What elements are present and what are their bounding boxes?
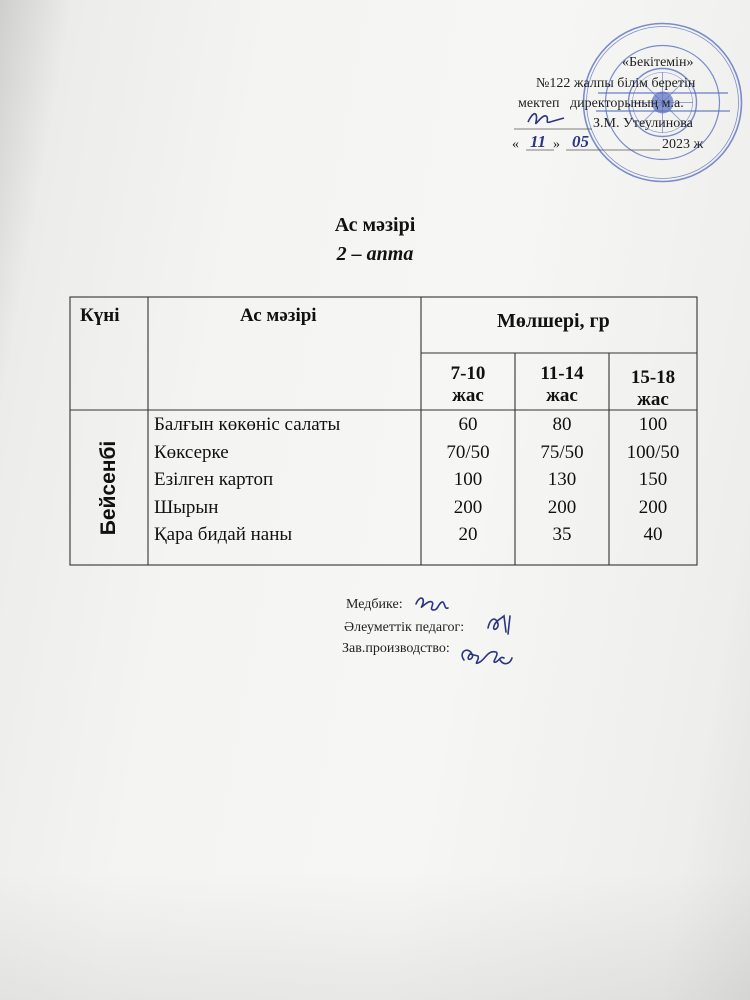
dish-item: Шырын <box>154 496 219 518</box>
amounts-7-10 <box>421 411 515 549</box>
dish-item: Қара бидай наны <box>154 524 293 545</box>
dish-item: Балғын көкөніс салаты <box>154 414 341 435</box>
dish-item: Езілген картоп <box>154 469 274 490</box>
age-group-7-10 <box>421 363 515 407</box>
header-menu: Ас мәзірі <box>240 305 317 326</box>
approval-date-open: « <box>512 137 519 152</box>
production-head-label: Зав.производство: <box>342 641 450 656</box>
amount-value: 130 <box>547 469 577 490</box>
amount-value: 200 <box>453 496 483 518</box>
dish-item: Көксерке <box>154 441 229 463</box>
amount-value: 40 <box>643 524 663 545</box>
amount-value: 100 <box>453 469 483 490</box>
age-range: 15-18 <box>630 367 676 388</box>
amount-value: 100 <box>638 414 668 435</box>
approval-date-day: 11 <box>530 132 547 151</box>
age-group-15-18 <box>609 367 697 411</box>
day-label: Бейсенбі <box>97 440 120 536</box>
age-unit: жас <box>546 385 578 406</box>
approval-date-close: » <box>553 137 560 152</box>
header-day: Күні <box>80 305 120 326</box>
amounts-11-14 <box>515 411 609 549</box>
amounts-15-18 <box>609 411 697 549</box>
paper-shadow <box>0 870 750 1000</box>
approval-school: №122 жалпы білім беретін <box>536 76 696 91</box>
approval-director: директорының м.а. <box>570 96 684 111</box>
amount-value: 200 <box>547 496 577 518</box>
page-subtitle: 2 – апта <box>336 243 414 265</box>
page-title: Ас мәзірі <box>334 214 416 236</box>
social-pedagogue-label: Әлеуметтік педагог: <box>344 620 465 635</box>
dish-list <box>154 411 340 549</box>
amount-value: 100/50 <box>626 441 680 463</box>
amount-value: 70/50 <box>446 441 490 463</box>
header-amount: Мөлшері, гр <box>497 310 610 332</box>
approval-heading: «Бекітемін» <box>622 55 694 70</box>
approval-date-year: 2023 ж <box>662 137 704 152</box>
approval-name: З.М. Утеулинова <box>593 116 693 131</box>
age-group-11-14 <box>515 363 609 407</box>
nurse-label: Медбике: <box>346 597 403 612</box>
age-unit: жас <box>637 389 669 410</box>
amount-value: 75/50 <box>540 441 584 463</box>
amount-value: 150 <box>638 469 668 490</box>
age-range: 11-14 <box>540 363 584 384</box>
amount-value: 60 <box>458 414 478 435</box>
amount-value: 35 <box>552 524 572 545</box>
amount-value: 80 <box>552 414 572 435</box>
age-range: 7-10 <box>450 363 486 384</box>
day-cell <box>70 410 148 565</box>
approval-school-word: мектеп <box>518 96 560 111</box>
amount-value: 20 <box>458 524 478 545</box>
age-unit: жас <box>452 385 484 406</box>
amount-value: 200 <box>638 496 668 518</box>
approval-date-month: 05 <box>572 132 589 151</box>
